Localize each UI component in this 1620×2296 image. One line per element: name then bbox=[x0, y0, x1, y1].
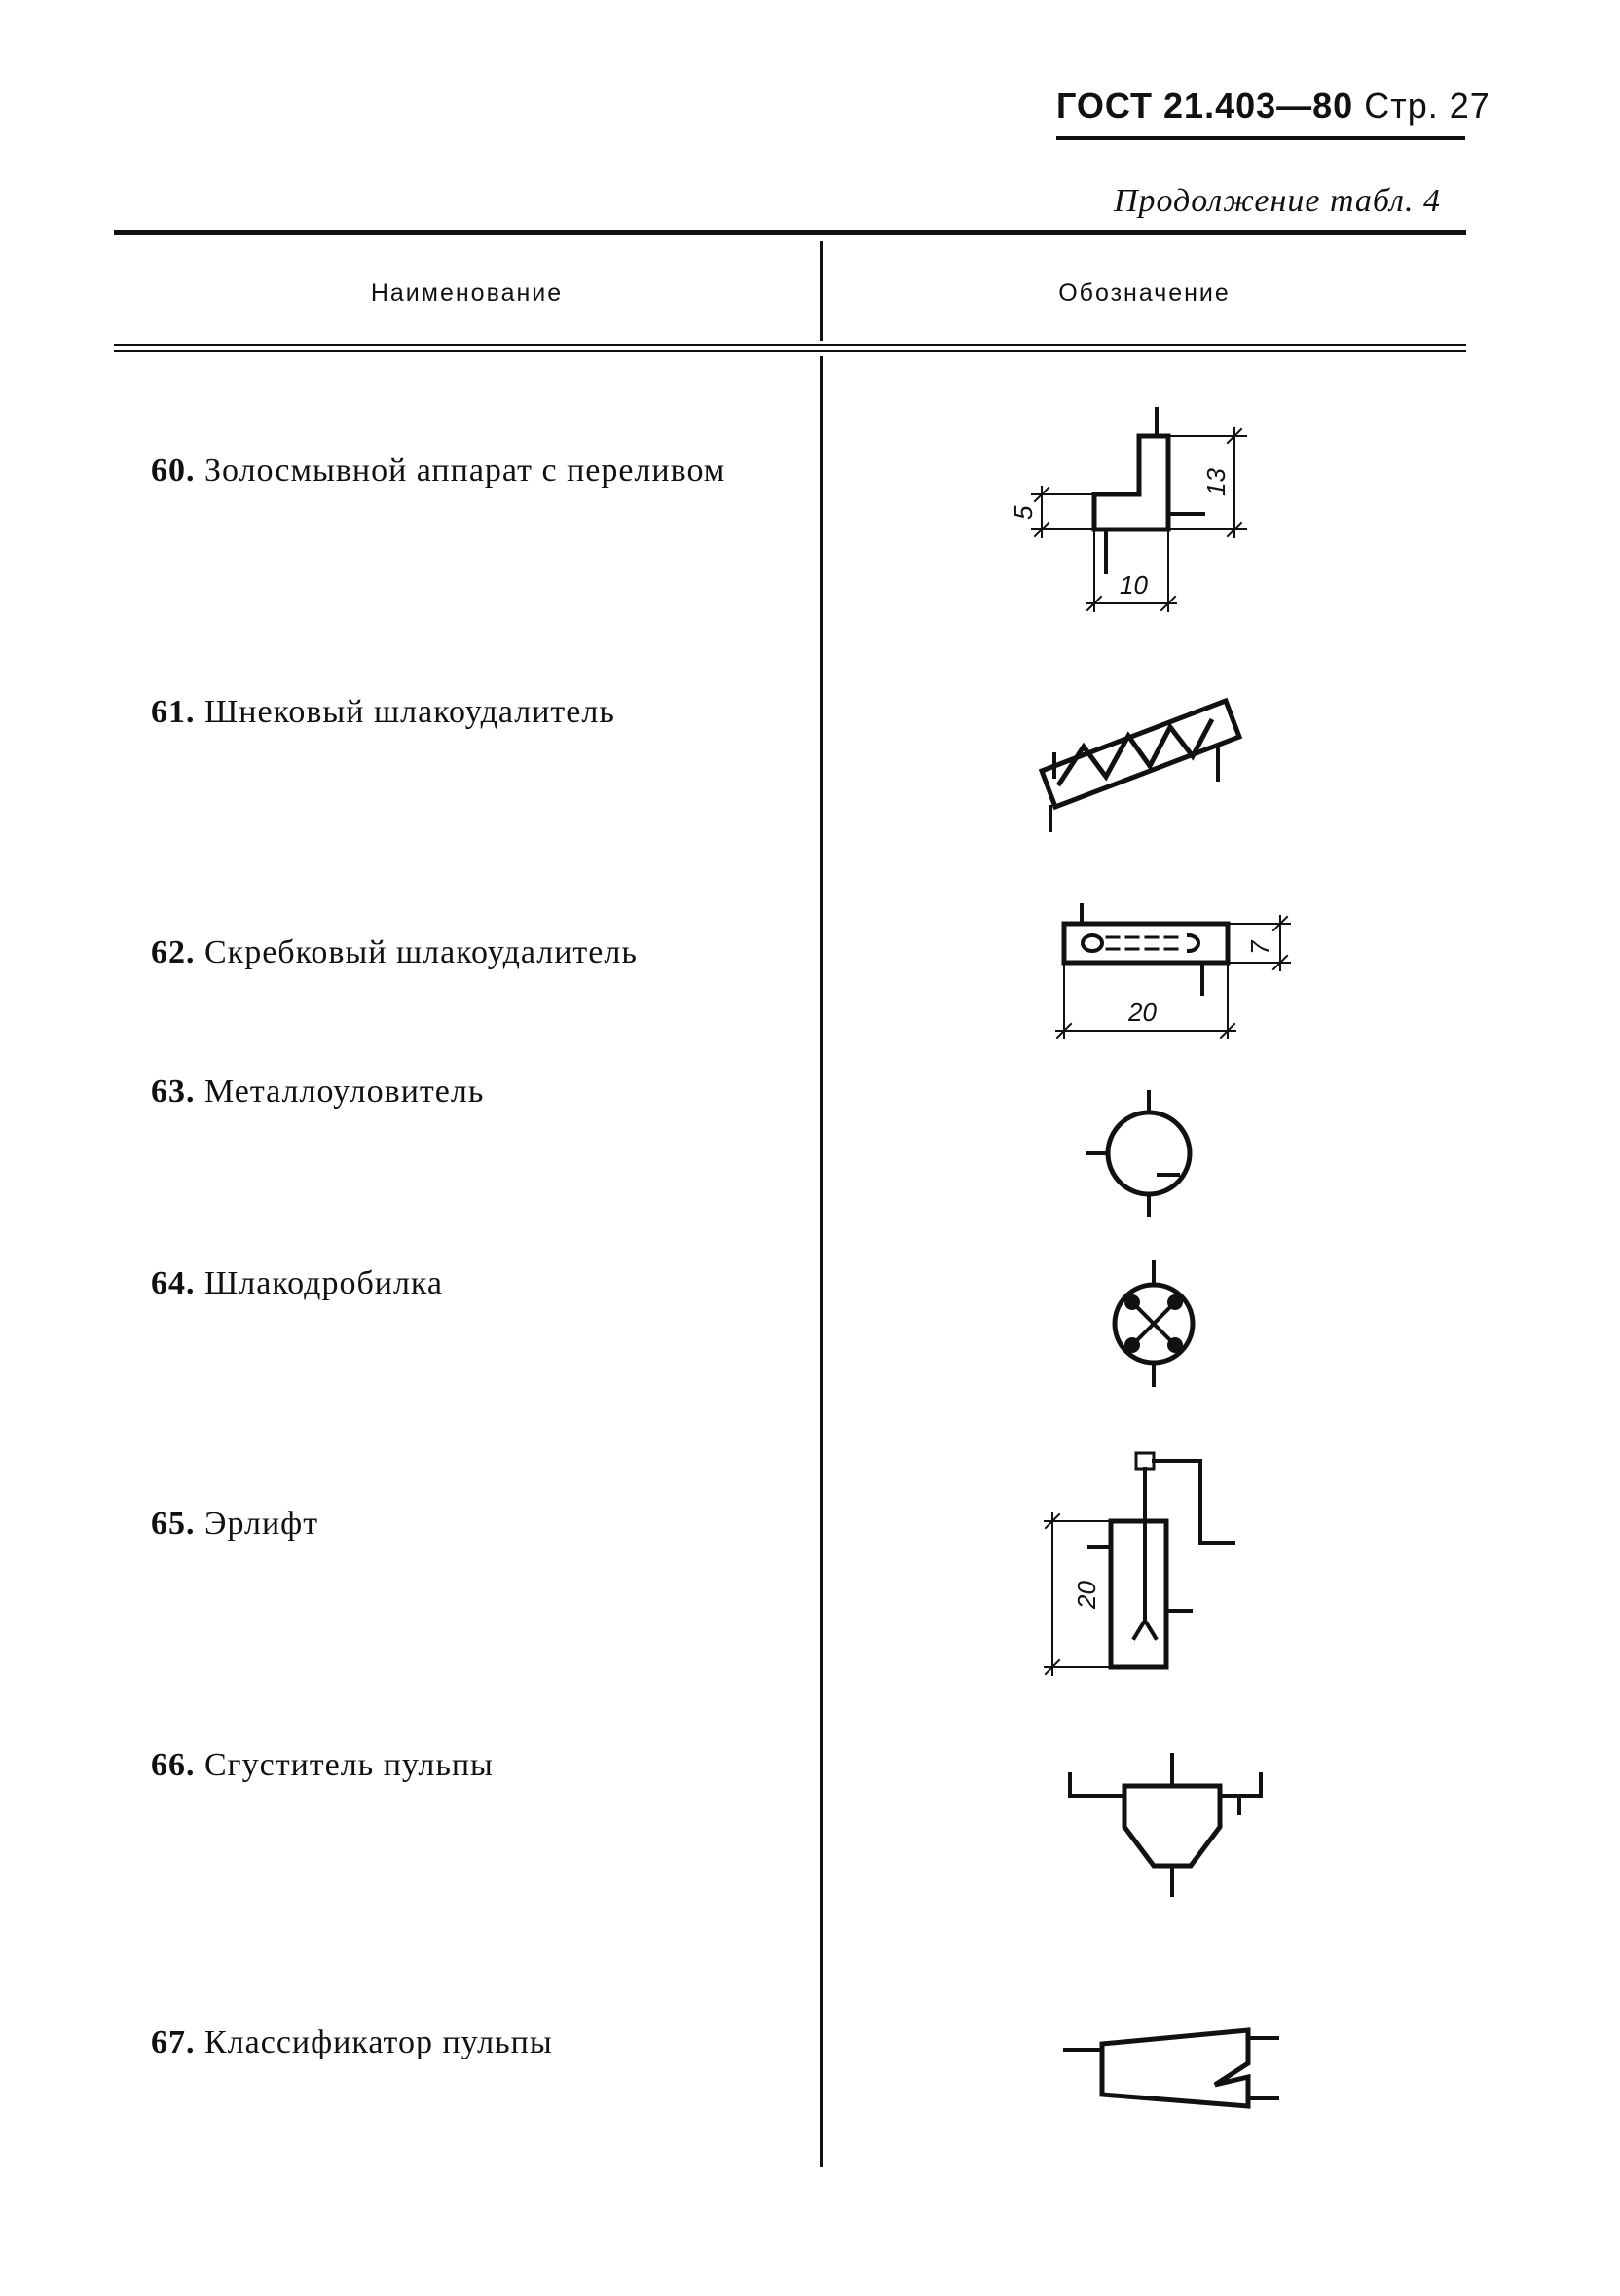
table-top-rule bbox=[114, 230, 1466, 235]
gost-code: ГОСТ 21.403—80 bbox=[1056, 86, 1354, 126]
ash-flushing-apparatus-symbol bbox=[1009, 399, 1266, 623]
page-number: Стр. 27 bbox=[1364, 86, 1491, 126]
airlift-symbol bbox=[1037, 1445, 1261, 1689]
table-row-label: 61. Шнековый шлакоудалитель bbox=[151, 694, 615, 730]
dimension-label: 10 bbox=[1120, 570, 1148, 600]
table-header-rule-second bbox=[114, 350, 1466, 352]
column-separator-body bbox=[820, 356, 823, 2167]
table-row-label: 67. Классификатор пульпы bbox=[151, 2024, 553, 2060]
dimension-label: 7 bbox=[1245, 940, 1274, 955]
dimension-label: 5 bbox=[1009, 505, 1038, 520]
table-continuation: Продолжение табл. 4 bbox=[1113, 183, 1441, 219]
scraper-slag-remover-symbol bbox=[1047, 900, 1309, 1046]
dimension-label: 20 bbox=[1128, 998, 1157, 1027]
dimension-label: 13 bbox=[1201, 468, 1231, 496]
pulp-classifier-symbol bbox=[1051, 2005, 1295, 2132]
slag-crusher-symbol bbox=[1095, 1256, 1212, 1392]
table-row-label: 64. Шлакодробилка bbox=[151, 1265, 444, 1301]
screw-slag-remover-symbol bbox=[1027, 686, 1251, 842]
table-row-label: 63. Металлоуловитель bbox=[151, 1074, 485, 1110]
column-header-symbol: Обозначение bbox=[1058, 279, 1231, 307]
table-row-label: 66. Сгуститель пульпы bbox=[151, 1747, 494, 1783]
header-rule bbox=[1056, 136, 1465, 140]
table-row-label: 60. Золосмывной аппарат с переливом bbox=[151, 453, 726, 489]
column-header-name: Наименование bbox=[370, 279, 564, 307]
pulp-thickener-symbol bbox=[1056, 1747, 1280, 1913]
page-header bbox=[1056, 86, 1491, 144]
dimension-label: 20 bbox=[1072, 1581, 1101, 1609]
metal-catcher-symbol bbox=[1071, 1080, 1227, 1226]
table-row-label: 62. Скребковый шлакоудалитель bbox=[151, 934, 638, 970]
table-row-label: 65. Эрлифт bbox=[151, 1506, 319, 1542]
table-header-rule bbox=[114, 344, 1466, 346]
